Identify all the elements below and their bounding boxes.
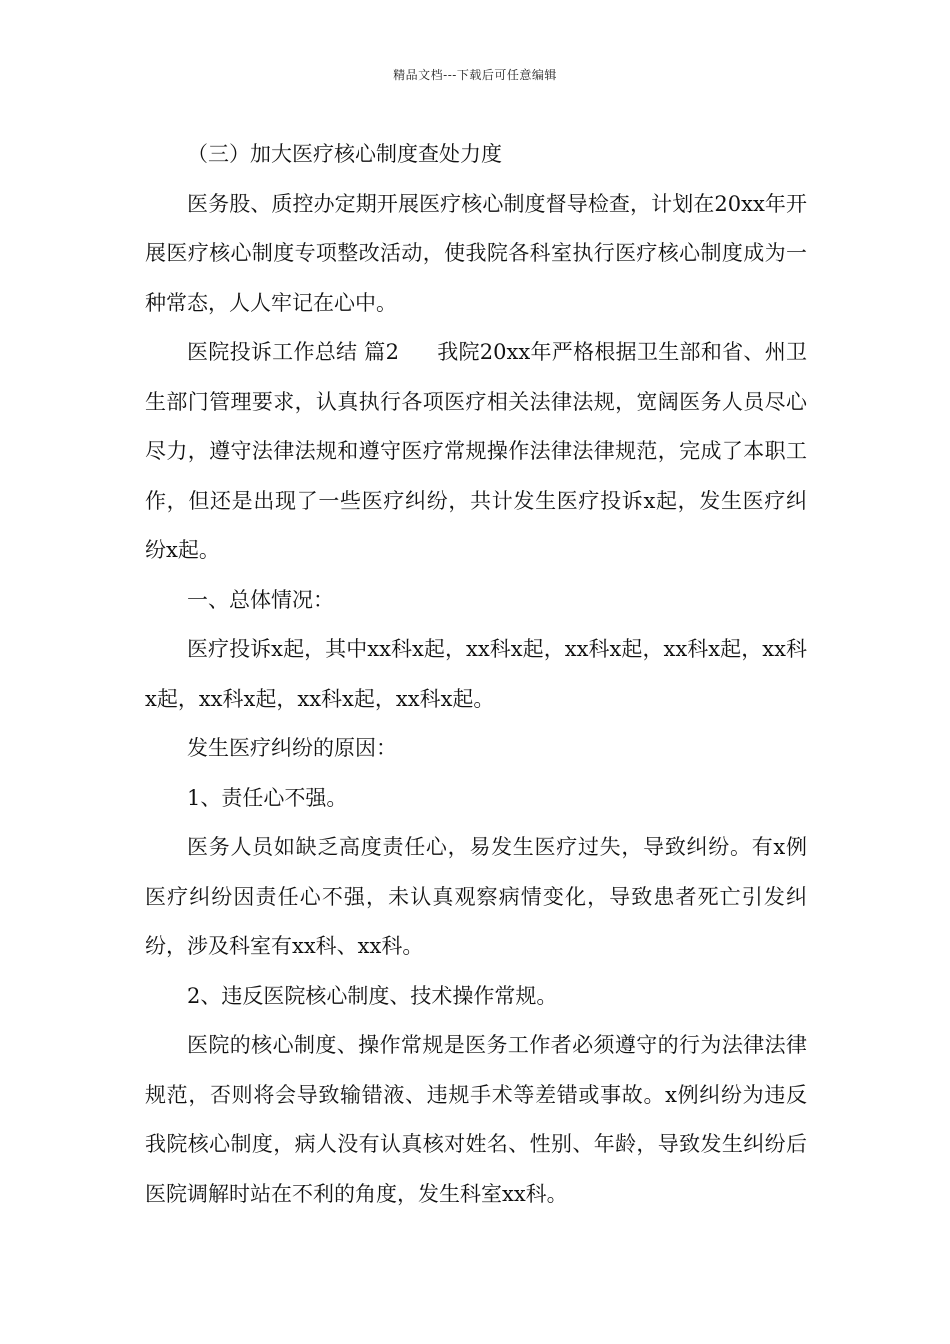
- body-paragraph: 医务人员如缺乏高度责任心，易发生医疗过失，导致纠纷。有x例医疗纠纷因责任心不强，未认真观察病情变化，导致患者死亡引发纠纷，涉及科室有xx科、xx科。: [145, 835, 807, 958]
- body-paragraph: 医院的核心制度、操作常规是医务工作者必须遵守的行为法律法律规范，否则将会导致输错液、违规手术等差错或事故。x例纠纷为违反我院核心制度，病人没有认真核对姓名、性别、年龄，导致发生纠纷后医院调解时站在不利的角度，发生科室xx科。: [145, 1033, 807, 1206]
- summary-title: 医院投诉工作总结 篇2: [187, 340, 399, 364]
- section-heading: （三）加大医疗核心制度查处力度: [187, 142, 502, 166]
- body-paragraph: 医疗投诉x起，其中xx科x起，xx科x起，xx科x起，xx科x起，xx科x起，xx科x起，xx科x起，xx科x起。: [145, 637, 807, 711]
- page-header: 精品文档---下载后可任意编辑: [393, 68, 557, 82]
- summary-paragraph: [145, 328, 807, 576]
- body-paragraph: 医务股、质控办定期开展医疗核心制度督导检查，计划在20xx年开展医疗核心制度专项整改活动，使我院各科室执行医疗核心制度成为一种常态，人人牢记在心中。: [145, 191, 807, 315]
- subsection-heading: 发生医疗纠纷的原因：: [187, 736, 397, 760]
- list-item-heading: 1、责任心不强。: [187, 785, 348, 810]
- summary-body: 我院20xx年严格根据卫生部和省、州卫生部门管理要求，认真执行各项医疗相关法律法规，宽阔医务人员尽心尽力，遵守法律法规和遵守医疗常规操作法律法律规范，完成了本职工作，但还是出现了一些医疗纠纷，共计发生医疗投诉x起，发生医疗纠纷x起。: [145, 340, 807, 562]
- document-body: [145, 130, 807, 1219]
- section-heading: 一、总体情况：: [187, 587, 334, 612]
- list-item-heading: 2、违反医院核心制度、技术操作常规。: [187, 983, 558, 1008]
